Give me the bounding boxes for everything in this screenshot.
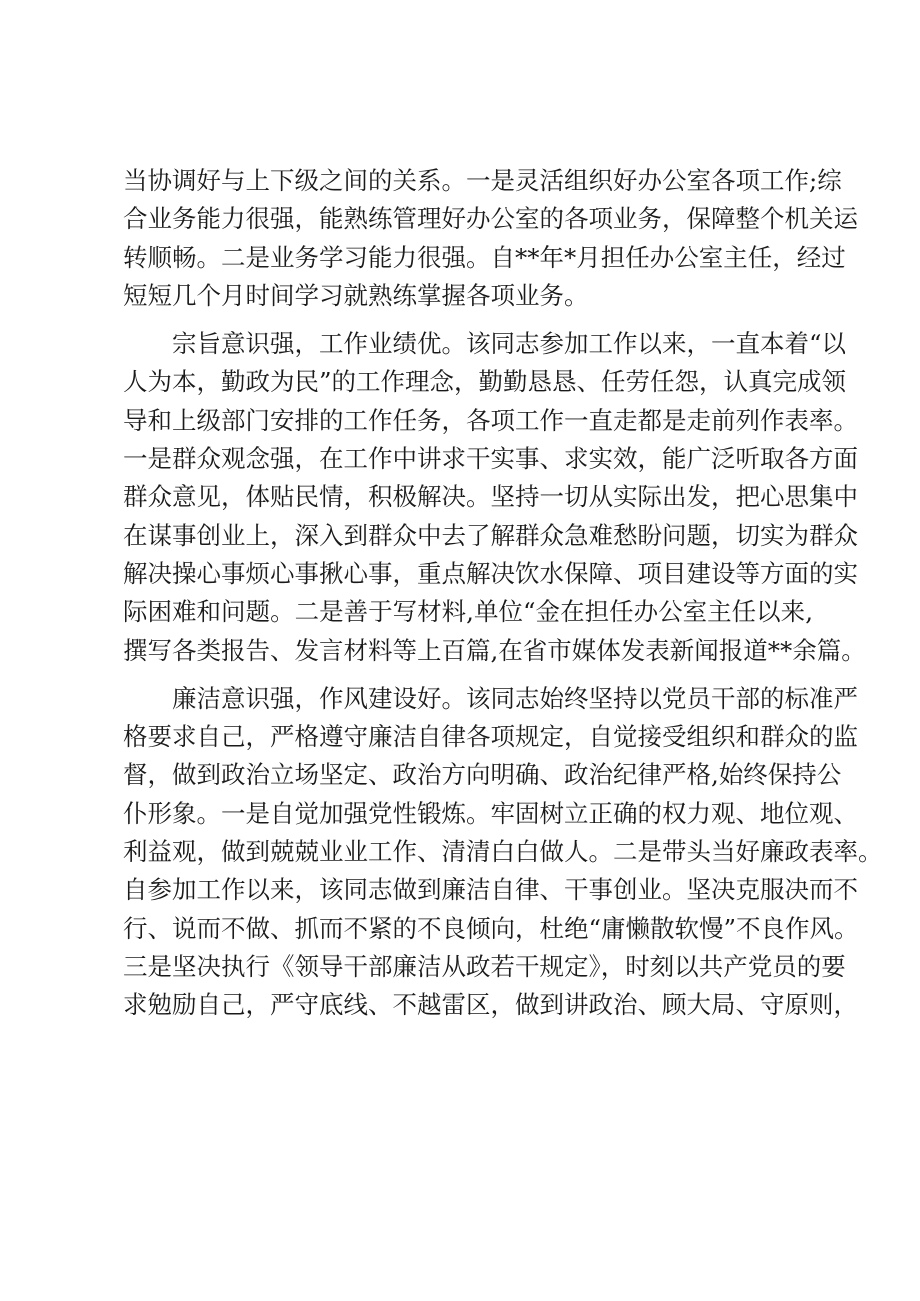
text-line: 一是群众观念强，在工作中讲求干实事、求实效，能广泛听取各方面 (123, 444, 858, 474)
text-line: 导和上级部门安排的工作任务，各项工作一直走都是走前列作表率。 (123, 405, 858, 435)
paragraph-integrity-awareness (123, 680, 883, 1025)
text-line: 行、说而不做、抓而不紧的不良倾向，杜绝“庸懒散软慢”不良作风。 (123, 913, 859, 943)
paragraph-purpose-awareness (123, 325, 866, 670)
text-line: 当协调好与上下级之间的关系。一是灵活组织好办公室各项工作;综 (123, 166, 842, 195)
text-line: 合业务能力很强，能熟练管理好办公室的各项业务，保障整个机关运 (123, 204, 858, 234)
text-line: 际困难和问题。二是善于写材料,单位“金在担任办公室主任以来, (123, 597, 813, 627)
text-line: 解决操心事烦心事揪心事，重点解决饮水保障、项目建设等方面的实 (123, 558, 858, 588)
text-line: 仆形象。一是自觉加强党性锻炼。牢固树立正确的权力观、地位观、 (123, 798, 858, 828)
text-line: 宗旨意识强，工作业绩优。该同志参加工作以来，一直本着“以 (172, 329, 847, 359)
paragraph-spacer (123, 315, 813, 325)
text-line: 自参加工作以来，该同志做到廉洁自律、干事创业。坚决克服决而不 (123, 875, 858, 905)
text-line: 人为本，勤政为民”的工作理念，勤勤恳恳、任劳任怨，认真完成领 (123, 367, 847, 397)
text-line: 转顺畅。二是业务学习能力很强。自**年*月担任办公室主任，经过 (123, 242, 846, 272)
paragraph-coordination (123, 162, 858, 315)
document-body (123, 162, 883, 1025)
text-line: 三是坚决执行《领导干部廉洁从政若干规定》，时刻以共产党员的要 (123, 951, 846, 981)
paragraph-spacer (123, 670, 813, 680)
text-line: 格要求自己，严格遵守廉洁自律各项规定，自觉接受组织和群众的监 (123, 722, 858, 752)
text-line: 利益观，做到兢兢业业工作、清清白白做人。二是带头当好廉政表率。 (123, 837, 883, 867)
text-line: 撰写各类报告、发言材料等上百篇,在省市媒体发表新闻报道**余篇。 (123, 635, 866, 665)
text-line: 在谋事创业上，深入到群众中去了解群众急难愁盼问题，切实为群众 (123, 520, 858, 550)
text-line: 督，做到政治立场坚定、政治方向明确、政治纪律严格,始终保持公 (123, 760, 842, 790)
text-line: 群众意见，体贴民情，积极解决。坚持一切从实际出发，把心思集中 (123, 482, 858, 512)
text-line: 短短几个月时间学习就熟练掌握各项业务。 (123, 280, 589, 310)
text-line: 求勉励自己，严守底线、不越雷区，做到讲政治、顾大局、守原则， (123, 990, 858, 1020)
text-line: 廉洁意识强，作风建设好。该同志始终坚持以党员干部的标准严 (172, 683, 858, 713)
